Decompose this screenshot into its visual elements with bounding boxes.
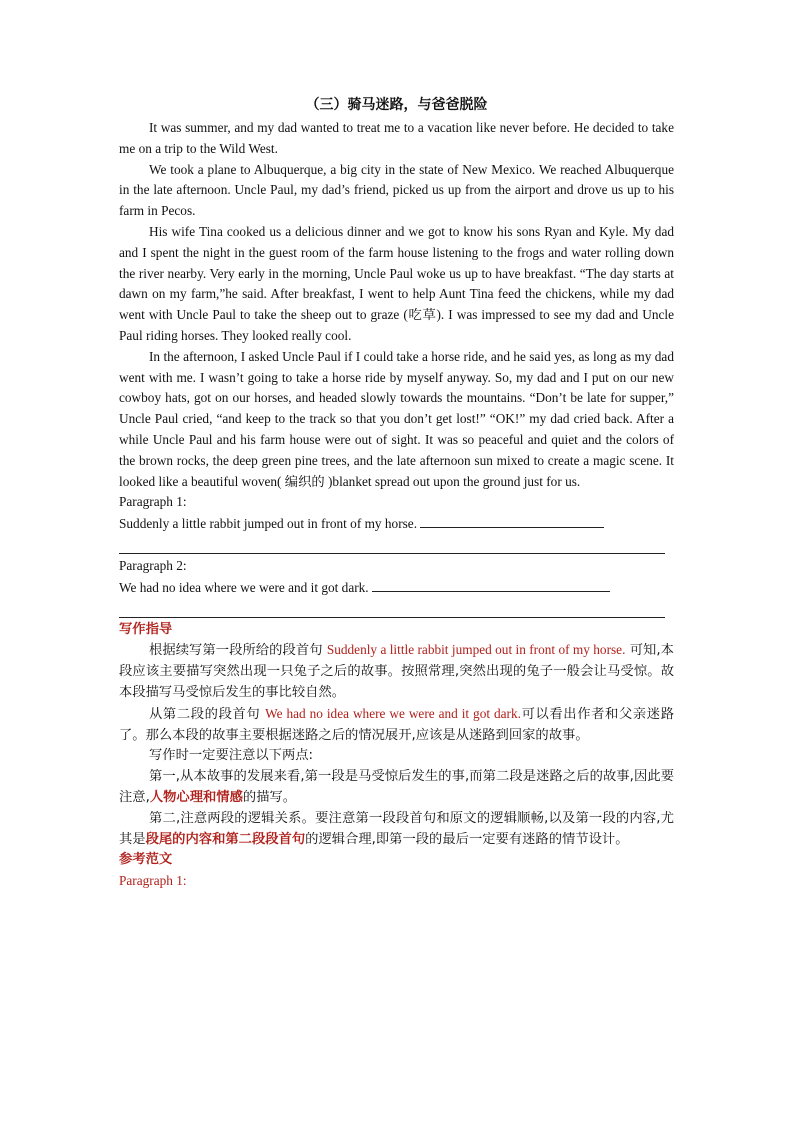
- guide-text: 从第二段的段首句: [149, 706, 266, 722]
- guide-quote: Suddenly a little rabbit jumped out in front of my horse.: [326, 642, 626, 658]
- paragraph-2-label: Paragraph 2:: [119, 557, 187, 573]
- paragraph-1-label: Paragraph 1:: [119, 494, 187, 510]
- guide-text: 的描写。: [242, 789, 297, 805]
- story-paragraph-3: His wife Tina cooked us a delicious dinner and we got to know his sons Ryan and Kyle. My dad and I spent the night in the guest room of the farm house listening to the frogs and water rolling down the river nearby. Very early in the morning, Uncle Paul woke us up to have breakfast. “The day starts at dawn on my farm,”he said. After breakfast, I went to help Aunt Tina feed the chickens, while my dad went with Uncle Paul to take the sheep out to graze (吃草). I was impressed to see my dad and Uncle Paul riding horses. They looked really cool.: [119, 223, 674, 343]
- guide-text: 可以看出作者和父亲迷路了。那么本段的故事主要根据迷路之后的情况展开,应该是从迷路到回家的故事。: [119, 706, 675, 743]
- writing-guide-heading: 写作指导: [119, 621, 173, 637]
- guide-text: 根据续写第一段所给的段首句: [149, 643, 327, 659]
- paragraph-2-starter: [119, 577, 674, 599]
- guide-paragraph-1: [119, 640, 674, 703]
- paragraph-1-starter: [119, 513, 674, 535]
- answer-line[interactable]: [119, 599, 665, 618]
- guide-text: 第一,从本故事的发展来看,第一段是马受惊后发生的事,而第二段是迷路之后的故事,因此要注意,: [119, 769, 674, 805]
- story-paragraph-4: In the afternoon, I asked Uncle Paul if I could take a horse ride, and he said yes, as long as my dad went with me. I wasn’t going to take a horse ride by myself anyway. So, my dad and I put on our new cowboy hats, got on our horses, and headed slowly towards the mountains. “Don’t be late for supper,” Uncle Paul cried, “and keep to the track so that you don’t get lost!” “OK!” my dad cried back. After a while Uncle Paul and his farm house were out of sight. It was so peaceful and quiet and the colors of the brown rocks, the deep green pine trees, and the late afternoon sun mixed to create a magic scene. It looked like a beautiful woven( 编织的 )blanket spread out upon the ground just for us.: [119, 348, 674, 489]
- guide-paragraph-2: [119, 704, 674, 747]
- page-title: （三）骑马迷路，与爸爸脱险: [305, 98, 488, 113]
- guide-text: 可知,本段应该主要描写突然出现一只兔子之后的故事。按照常理,突然出现的兔子一般会让马受惊。故本段描写马受惊后发生的事比较自然。: [119, 643, 674, 700]
- guide-text: 的逻辑合理,即第一段的最后一定要有迷路的情节设计。: [305, 831, 629, 847]
- answer-blank[interactable]: [372, 577, 610, 592]
- model-essay-heading: 参考范文: [119, 852, 173, 868]
- model-paragraph-1-label: Paragraph 1:: [119, 873, 187, 889]
- answer-line[interactable]: [119, 535, 665, 554]
- story-paragraph-1: It was summer, and my dad wanted to treat me to a vacation like never before. He decided to take me on a trip to the Wild West.: [119, 120, 674, 156]
- paragraph-1-starter-text: Suddenly a little rabbit jumped out in front of my horse.: [119, 516, 418, 532]
- guide-emphasis: 人物心理和情感: [149, 789, 243, 805]
- guide-paragraph-3: 写作时一定要注意以下两点:: [149, 748, 314, 764]
- guide-emphasis: 段尾的内容和第二段段首句: [145, 831, 306, 847]
- guide-text: 第二,注意两段的逻辑关系。要注意第一段段首句和原文的逻辑顺畅,以及第一段的内容,尤其是: [119, 810, 674, 847]
- guide-paragraph-5: [119, 809, 674, 851]
- document-page: [119, 96, 674, 892]
- answer-blank[interactable]: [420, 513, 604, 528]
- story-paragraph-2: We took a plane to Albuquerque, a big city in the state of New Mexico. We reached Albuquerque in the late afternoon. Uncle Paul, my dad’s friend, picked us up from the airport and drove us up to his farm in Pecos.: [119, 161, 674, 219]
- guide-paragraph-4: [119, 767, 674, 809]
- paragraph-2-starter-text: We had no idea where we were and it got dark.: [119, 579, 369, 595]
- guide-quote: We had no idea where we were and it got dark.: [265, 705, 521, 721]
